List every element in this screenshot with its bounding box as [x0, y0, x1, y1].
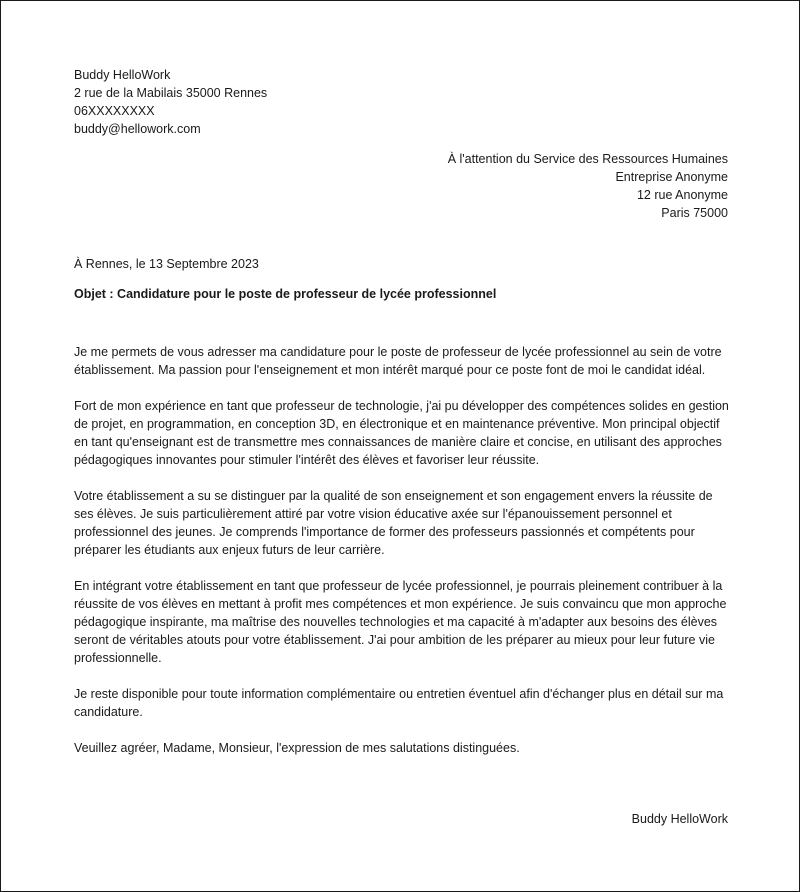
body-paragraph: Je me permets de vous adresser ma candidature pour le poste de professeur de lycée professionnel au sein de votre établissement. Ma passion pour l'enseignement et mon intérêt marqué pour ce poste font de moi le candidat idéal. [74, 345, 722, 377]
letter-subject: Objet : Candidature pour le poste de professeur de lycée professionnel [74, 287, 497, 301]
recipient-block [448, 150, 728, 222]
sender-address: 2 rue de la Mabilais 35000 Rennes [74, 86, 268, 100]
sender-phone: 06XXXXXXXX [74, 104, 155, 118]
recipient-attention: À l'attention du Service des Ressources Humaines [447, 152, 728, 166]
body-paragraph: Votre établissement a su se distinguer par la qualité de son enseignement et son engagement envers la réussite de ses élèves. Je suis particulièrement attiré par votre vision éducative axée sur l'épanouissement personnel et professionnel des jeunes. Je comprends l'importance de former des professeurs passionnés et compétents pour préparer les étudiants aux enjeux futurs de leur carrière. [74, 489, 713, 557]
recipient-street: 12 rue Anonyme [636, 188, 728, 202]
recipient-city: Paris 75000 [661, 206, 728, 220]
sender-email: buddy@hellowork.com [74, 122, 201, 136]
body-paragraph: Je reste disponible pour toute information complémentaire ou entretien éventuel afin d'échanger plus en détail sur ma candidature. [74, 687, 724, 719]
body-paragraph: Fort de mon expérience en tant que professeur de technologie, j'ai pu développer des compétences solides en gestion de projet, en programmation, en conception 3D, en électronique et en maintenance préventive. Mon principal objectif en tant qu'enseignant est de transmettre mes connaissances de manière claire et concise, en utilisant des approches pédagogiques innovantes pour stimuler l'intérêt des élèves et favoriser leur réussite. [74, 399, 729, 467]
sender-block [74, 66, 734, 138]
body-paragraph: En intégrant votre établissement en tant que professeur de lycée professionnel, je pourrais pleinement contribuer à la réussite de vos élèves en mettant à profit mes compétences et mon expérience. Je suis convaincu que mon approche pédagogique inspirante, ma maîtrise des nouvelles technologies et ma capacité à m'adapter aux besoins des élèves seront de véritables atouts pour votre établissement. J'ai pour ambition de les préparer au mieux pour leur future vie professionnelle. [74, 579, 727, 665]
sender-name: Buddy HelloWork [74, 68, 171, 82]
closing-paragraph: Veuillez agréer, Madame, Monsieur, l'expression de mes salutations distinguées. [74, 741, 520, 755]
signature: Buddy HelloWork [631, 812, 728, 826]
letter-body [74, 343, 734, 775]
letter-date: À Rennes, le 13 Septembre 2023 [74, 257, 259, 271]
recipient-company: Entreprise Anonyme [615, 170, 728, 184]
